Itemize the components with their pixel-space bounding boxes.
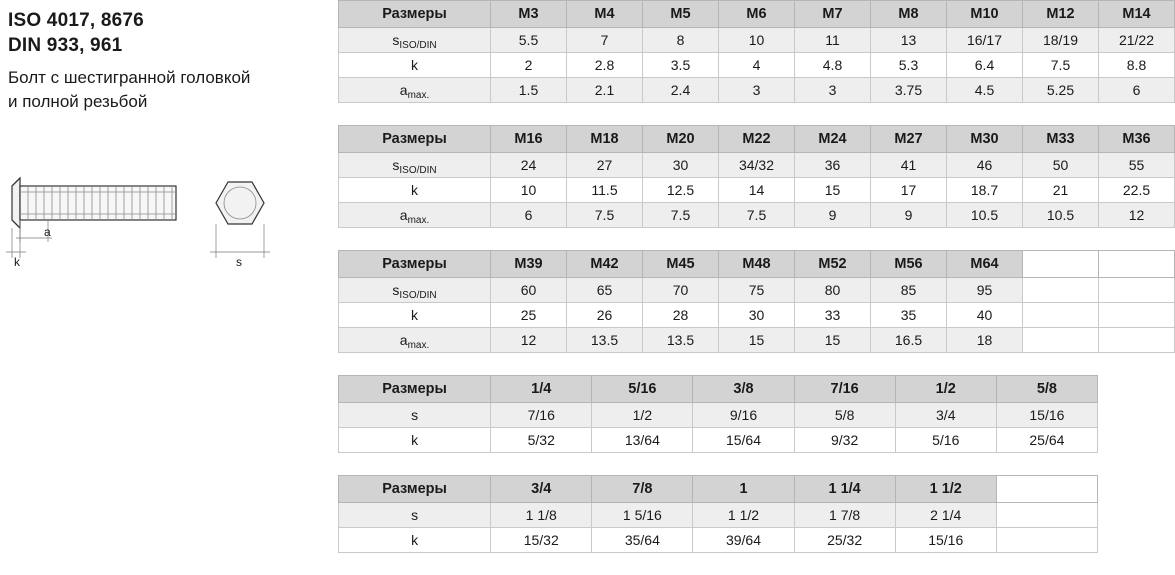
table-cell: 15/64 bbox=[693, 428, 794, 453]
table-cell: 36 bbox=[795, 153, 871, 178]
column-header: M56 bbox=[871, 251, 947, 278]
table-cell: 12 bbox=[1099, 203, 1175, 228]
table-cell: 15 bbox=[719, 328, 795, 353]
column-header: 3/8 bbox=[693, 376, 794, 403]
product-description-line-2: и полной резьбой bbox=[8, 92, 148, 111]
table-row bbox=[339, 153, 1175, 178]
column-header: Размеры bbox=[339, 1, 491, 28]
column-header: Размеры bbox=[339, 476, 491, 503]
table-cell: 10.5 bbox=[1023, 203, 1099, 228]
table-cell: 15/16 bbox=[895, 528, 996, 553]
table-cell: 26 bbox=[567, 303, 643, 328]
table-cell: 7/16 bbox=[491, 403, 592, 428]
dimension-table-inch-1 bbox=[338, 375, 1098, 453]
table-cell: 8.8 bbox=[1099, 53, 1175, 78]
column-header-empty bbox=[1023, 251, 1099, 278]
column-header-empty bbox=[996, 476, 1097, 503]
table-cell: 15 bbox=[795, 328, 871, 353]
table-cell: 15/16 bbox=[996, 403, 1097, 428]
dimension-tables bbox=[338, 0, 1155, 575]
table-cell: 10.5 bbox=[947, 203, 1023, 228]
table-cell: 10 bbox=[719, 28, 795, 53]
table-cell-empty bbox=[1023, 328, 1099, 353]
table-cell: 14 bbox=[719, 178, 795, 203]
table-cell-empty bbox=[1099, 278, 1175, 303]
table-row bbox=[339, 78, 1175, 103]
table-row bbox=[339, 528, 1098, 553]
table-cell: 13 bbox=[871, 28, 947, 53]
table-cell-empty bbox=[1099, 303, 1175, 328]
dimension-table-inch-2 bbox=[338, 475, 1098, 553]
table-cell: 50 bbox=[1023, 153, 1099, 178]
table-row bbox=[339, 203, 1175, 228]
table-cell: 4.8 bbox=[795, 53, 871, 78]
column-header: M3 bbox=[491, 1, 567, 28]
table-cell: 7.5 bbox=[719, 203, 795, 228]
table-cell: 1 1/8 bbox=[491, 503, 592, 528]
table-row bbox=[339, 28, 1175, 53]
column-header: M7 bbox=[795, 1, 871, 28]
table-cell: 15 bbox=[795, 178, 871, 203]
table-cell: 8 bbox=[643, 28, 719, 53]
table-cell: 5/32 bbox=[491, 428, 592, 453]
table-cell-empty bbox=[1099, 328, 1175, 353]
row-label-k: k bbox=[339, 303, 491, 328]
table-cell: 7.5 bbox=[567, 203, 643, 228]
table-cell: 21 bbox=[1023, 178, 1099, 203]
table-cell: 25/32 bbox=[794, 528, 895, 553]
table-cell: 16.5 bbox=[871, 328, 947, 353]
product-info-panel bbox=[8, 8, 328, 114]
table-cell: 15/32 bbox=[491, 528, 592, 553]
column-header: M64 bbox=[947, 251, 1023, 278]
table-row bbox=[339, 403, 1098, 428]
column-header: M6 bbox=[719, 1, 795, 28]
table-cell-empty bbox=[996, 503, 1097, 528]
table-cell: 5.3 bbox=[871, 53, 947, 78]
table-cell: 22.5 bbox=[1099, 178, 1175, 203]
table-header-row bbox=[339, 251, 1175, 278]
row-label-s: s bbox=[339, 403, 491, 428]
table-cell: 4.5 bbox=[947, 78, 1023, 103]
table-cell: 6 bbox=[491, 203, 567, 228]
table-cell: 85 bbox=[871, 278, 947, 303]
table-cell: 6 bbox=[1099, 78, 1175, 103]
table-cell: 95 bbox=[947, 278, 1023, 303]
table-row bbox=[339, 303, 1175, 328]
table-cell: 7.5 bbox=[1023, 53, 1099, 78]
table-cell: 3.75 bbox=[871, 78, 947, 103]
table-cell: 34/32 bbox=[719, 153, 795, 178]
table-cell: 1 1/2 bbox=[693, 503, 794, 528]
table-cell: 18/19 bbox=[1023, 28, 1099, 53]
column-header: 3/4 bbox=[491, 476, 592, 503]
table-cell: 24 bbox=[491, 153, 567, 178]
table-cell: 28 bbox=[643, 303, 719, 328]
table-cell: 33 bbox=[795, 303, 871, 328]
table-cell: 3/4 bbox=[895, 403, 996, 428]
table-cell: 9 bbox=[871, 203, 947, 228]
column-header: 1/4 bbox=[491, 376, 592, 403]
column-header: 5/8 bbox=[996, 376, 1097, 403]
column-header: M16 bbox=[491, 126, 567, 153]
table-cell: 27 bbox=[567, 153, 643, 178]
table-cell: 9/32 bbox=[794, 428, 895, 453]
column-header: M22 bbox=[719, 126, 795, 153]
column-header: Размеры bbox=[339, 251, 491, 278]
row-label-a: $a_{max.}$ bbox=[339, 78, 491, 103]
table-row bbox=[339, 328, 1175, 353]
table-cell: 2 bbox=[491, 53, 567, 78]
column-header: 1 1/4 bbox=[794, 476, 895, 503]
table-cell: 35/64 bbox=[592, 528, 693, 553]
table-cell: 1 5/16 bbox=[592, 503, 693, 528]
table-cell: 17 bbox=[871, 178, 947, 203]
table-cell: 46 bbox=[947, 153, 1023, 178]
table-cell: 12.5 bbox=[643, 178, 719, 203]
row-label-a: $a_{max.}$ bbox=[339, 203, 491, 228]
table-cell: 5.5 bbox=[491, 28, 567, 53]
table-cell: 5/16 bbox=[895, 428, 996, 453]
table-cell: 1 7/8 bbox=[794, 503, 895, 528]
row-label-k: k bbox=[339, 428, 491, 453]
column-header: M14 bbox=[1099, 1, 1175, 28]
table-cell: 21/22 bbox=[1099, 28, 1175, 53]
table-cell: 2.1 bbox=[567, 78, 643, 103]
table-cell: 18 bbox=[947, 328, 1023, 353]
column-header: M48 bbox=[719, 251, 795, 278]
table-cell: 2.8 bbox=[567, 53, 643, 78]
column-header: M20 bbox=[643, 126, 719, 153]
table-cell: 40 bbox=[947, 303, 1023, 328]
row-label-s: $s_{ISO/DIN}$ bbox=[339, 278, 491, 303]
column-header: Размеры bbox=[339, 376, 491, 403]
table-header-row bbox=[339, 476, 1098, 503]
table-cell: 6.4 bbox=[947, 53, 1023, 78]
row-label-k: k bbox=[339, 53, 491, 78]
table-cell: 18.7 bbox=[947, 178, 1023, 203]
column-header-empty bbox=[1099, 251, 1175, 278]
column-header: M45 bbox=[643, 251, 719, 278]
drawing-label-k: k bbox=[14, 255, 20, 269]
column-header: M42 bbox=[567, 251, 643, 278]
column-header: M4 bbox=[567, 1, 643, 28]
table-row bbox=[339, 428, 1098, 453]
table-cell: 13.5 bbox=[567, 328, 643, 353]
column-header: M30 bbox=[947, 126, 1023, 153]
column-header: M39 bbox=[491, 251, 567, 278]
row-label-a: $a_{max.}$ bbox=[339, 328, 491, 353]
table-cell: 3 bbox=[719, 78, 795, 103]
table-cell-empty bbox=[1023, 303, 1099, 328]
table-cell: 30 bbox=[643, 153, 719, 178]
column-header: 1/2 bbox=[895, 376, 996, 403]
column-header: 7/8 bbox=[592, 476, 693, 503]
table-cell: 7 bbox=[567, 28, 643, 53]
table-row bbox=[339, 53, 1175, 78]
table-cell: 39/64 bbox=[693, 528, 794, 553]
row-label-s: $s_{ISO/DIN}$ bbox=[339, 153, 491, 178]
table-cell: 35 bbox=[871, 303, 947, 328]
table-cell: 11 bbox=[795, 28, 871, 53]
column-header: 5/16 bbox=[592, 376, 693, 403]
column-header: M12 bbox=[1023, 1, 1099, 28]
table-cell: 4 bbox=[719, 53, 795, 78]
column-header: M52 bbox=[795, 251, 871, 278]
table-cell: 30 bbox=[719, 303, 795, 328]
dimension-table-metric-3 bbox=[338, 250, 1175, 353]
table-row bbox=[339, 503, 1098, 528]
column-header: 7/16 bbox=[794, 376, 895, 403]
column-header: M24 bbox=[795, 126, 871, 153]
table-header-row bbox=[339, 126, 1175, 153]
dimension-table-metric-1 bbox=[338, 0, 1175, 103]
table-cell-empty bbox=[996, 528, 1097, 553]
table-cell: 10 bbox=[491, 178, 567, 203]
column-header: M36 bbox=[1099, 126, 1175, 153]
table-cell-empty bbox=[1023, 278, 1099, 303]
column-header: M33 bbox=[1023, 126, 1099, 153]
table-cell: 2.4 bbox=[643, 78, 719, 103]
table-cell: 55 bbox=[1099, 153, 1175, 178]
row-label-s: s bbox=[339, 503, 491, 528]
column-header: 1 bbox=[693, 476, 794, 503]
table-cell: 13/64 bbox=[592, 428, 693, 453]
table-cell: 3 bbox=[795, 78, 871, 103]
table-cell: 5.25 bbox=[1023, 78, 1099, 103]
table-cell: 3.5 bbox=[643, 53, 719, 78]
table-header-row bbox=[339, 1, 1175, 28]
row-label-k: k bbox=[339, 528, 491, 553]
table-cell: 11.5 bbox=[567, 178, 643, 203]
table-cell: 65 bbox=[567, 278, 643, 303]
table-cell: 2 1/4 bbox=[895, 503, 996, 528]
table-cell: 80 bbox=[795, 278, 871, 303]
column-header: 1 1/2 bbox=[895, 476, 996, 503]
drawing-label-a: a bbox=[44, 225, 51, 239]
standard-line-din: DIN 933, 961 bbox=[8, 35, 123, 56]
column-header: M18 bbox=[567, 126, 643, 153]
table-cell: 13.5 bbox=[643, 328, 719, 353]
dimension-table-metric-2 bbox=[338, 125, 1175, 228]
table-cell: 1/2 bbox=[592, 403, 693, 428]
table-row bbox=[339, 278, 1175, 303]
column-header: Размеры bbox=[339, 126, 491, 153]
table-cell: 60 bbox=[491, 278, 567, 303]
column-header: M8 bbox=[871, 1, 947, 28]
table-cell: 7.5 bbox=[643, 203, 719, 228]
table-cell: 25 bbox=[491, 303, 567, 328]
column-header: M5 bbox=[643, 1, 719, 28]
table-cell: 9 bbox=[795, 203, 871, 228]
table-cell: 75 bbox=[719, 278, 795, 303]
table-cell: 5/8 bbox=[794, 403, 895, 428]
table-cell: 12 bbox=[491, 328, 567, 353]
drawing-label-s: s bbox=[236, 255, 242, 269]
table-header-row bbox=[339, 376, 1098, 403]
product-description-line-1: Болт с шестигранной головкой bbox=[8, 68, 251, 87]
table-cell: 25/64 bbox=[996, 428, 1097, 453]
table-cell: 9/16 bbox=[693, 403, 794, 428]
table-row bbox=[339, 178, 1175, 203]
bolt-technical-drawing bbox=[4, 168, 324, 278]
table-cell: 16/17 bbox=[947, 28, 1023, 53]
column-header: M27 bbox=[871, 126, 947, 153]
row-label-s: $s_{ISO/DIN}$ bbox=[339, 28, 491, 53]
standard-line-iso: ISO 4017, 8676 bbox=[8, 10, 144, 31]
table-cell: 41 bbox=[871, 153, 947, 178]
row-label-k: k bbox=[339, 178, 491, 203]
table-cell: 1.5 bbox=[491, 78, 567, 103]
column-header: M10 bbox=[947, 1, 1023, 28]
table-cell: 70 bbox=[643, 278, 719, 303]
